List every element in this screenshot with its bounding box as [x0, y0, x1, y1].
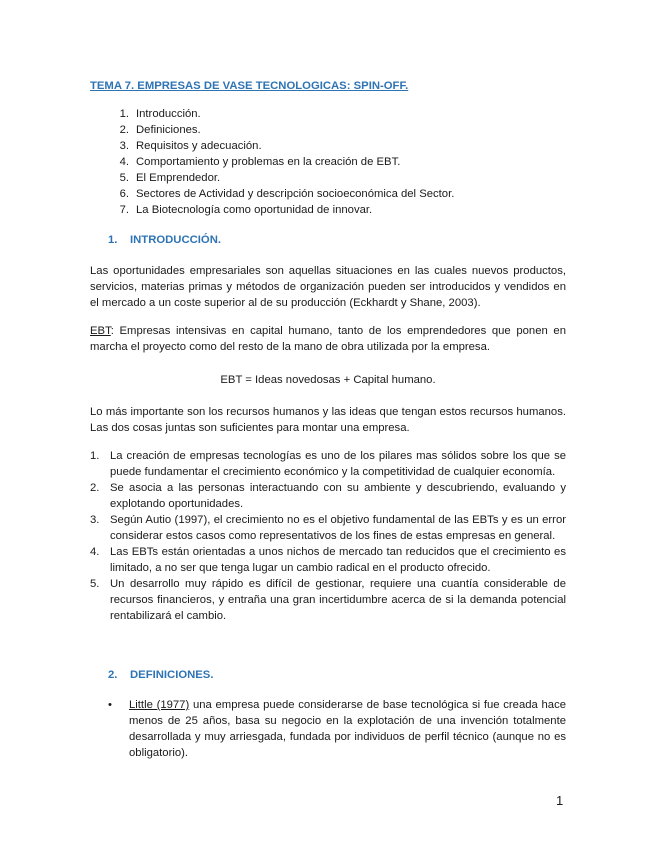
- toc-item-label: Comportamiento y problemas en la creación de EBT.: [136, 156, 401, 168]
- toc-item: [90, 154, 570, 170]
- toc-item: [90, 122, 570, 138]
- section-title: INTRODUCCIÓN.: [130, 234, 221, 246]
- list-item-text: Las EBTs están orientadas a unos nichos de mercado tan reducidos que el crecimiento es limitado, a no ser que tenga lugar un cambio radical en el producto ofrecido.: [110, 546, 566, 574]
- list-item-number: 3.: [90, 514, 100, 526]
- toc-item: [90, 106, 570, 122]
- toc-item: [90, 138, 570, 154]
- list-item: [108, 697, 566, 761]
- ebt-formula: EBT = Ideas novedosas + Capital humano.: [220, 374, 436, 386]
- document-title: TEMA 7. EMPRESAS DE VASE TECNOLOGICAS: SPIN-OFF.: [90, 80, 409, 92]
- list-item-text: Se asocia a las personas interactuando con su ambiente y descubriendo, evaluando y explotando oportunidades.: [110, 482, 566, 510]
- citation-reference: Little (1977): [129, 699, 190, 711]
- human-resources-paragraph: Lo más importante son los recursos humanos y las ideas que tengan estos recursos humanos. Las dos cosas juntas son suficientes para montar una empresa.: [90, 406, 566, 434]
- toc-item-label: La Biotecnología como oportunidad de innovar.: [136, 204, 373, 216]
- list-item: [90, 448, 566, 480]
- toc-item-number: 5.: [119, 172, 129, 184]
- section-heading-definiciones: [108, 667, 213, 683]
- toc-item-number: 7.: [119, 204, 129, 216]
- intro-paragraph: Las oportunidades empresariales son aquellas situaciones en las cuales nuevos productos, servicios, materias primas y métodos de organización pueden ser introducidos y vendidos en el mercado a un coste superior al de su producción (Eckhardt y Shane, 2003).: [90, 265, 566, 309]
- list-item: [90, 480, 566, 512]
- list-item: [90, 576, 566, 624]
- list-item: [90, 512, 566, 544]
- toc-item-number: 4.: [119, 156, 129, 168]
- toc-item-label: Requisitos y adecuación.: [136, 140, 262, 152]
- ebt-term: EBT: [90, 325, 111, 337]
- section-title: DEFINICIONES.: [130, 669, 214, 681]
- list-item-number: 4.: [90, 546, 100, 558]
- list-item-number: 5.: [90, 578, 100, 590]
- list-item-text: una empresa puede considerarse de base tecnológica si fue creada hace menos de 25 años, basa su negocio en la explotación de una invención totalmente desarrollada y muy arriesgada, fundada por individuos de perfil técnico (aunque no es obligatorio).: [129, 699, 567, 759]
- toc-item: [90, 170, 570, 186]
- toc-item-number: 6.: [119, 188, 129, 200]
- toc-item-number: 3.: [119, 140, 129, 152]
- list-item-text: La creación de empresas tecnologías es uno de los pilares mas sólidos sobre los que se puede fundamentar el crecimiento económico y la competitividad de cualquier economía.: [110, 450, 566, 478]
- list-item-number: 2.: [90, 482, 100, 494]
- definitions-bullet-list: [108, 697, 566, 761]
- bullet-icon: •: [108, 699, 112, 711]
- ebt-definition: : Empresas intensivas en capital humano, tanto de los emprendedores que ponen en marcha el proyecto como del resto de la mano de obra utilizada por la empresa.: [90, 325, 566, 353]
- section-number: 1.: [108, 234, 118, 246]
- section-number: 2.: [108, 669, 118, 681]
- list-item-text: Según Autio (1997), el crecimiento no es el objetivo fundamental de las EBTs y es un error considerar estos casos como representativos de los fines de estas empresas en general.: [110, 514, 566, 542]
- toc-item-label: El Emprendedor.: [136, 172, 221, 184]
- table-of-contents: [90, 106, 570, 218]
- list-item: [90, 544, 566, 576]
- ebt-definition-paragraph: [90, 323, 566, 355]
- toc-item-number: 1.: [119, 108, 129, 120]
- toc-item-label: Sectores de Actividad y descripción socioeconómica del Sector.: [136, 188, 455, 200]
- toc-item-number: 2.: [119, 124, 129, 136]
- toc-item-label: Introducción.: [136, 108, 201, 120]
- toc-item: [90, 186, 570, 202]
- toc-item-label: Definiciones.: [136, 124, 201, 136]
- list-item-text: Un desarrollo muy rápido es difícil de gestionar, requiere una cuantía considerable de recursos financieros, y entraña una gran incertidumbre acerca de si la demanda potencial rentabilizará el cambio.: [110, 578, 566, 622]
- section-heading-introduccion: [108, 232, 221, 248]
- list-item-number: 1.: [90, 450, 100, 462]
- page-number: 1: [556, 793, 564, 808]
- intro-numbered-list: [90, 448, 566, 624]
- toc-item: [90, 202, 570, 218]
